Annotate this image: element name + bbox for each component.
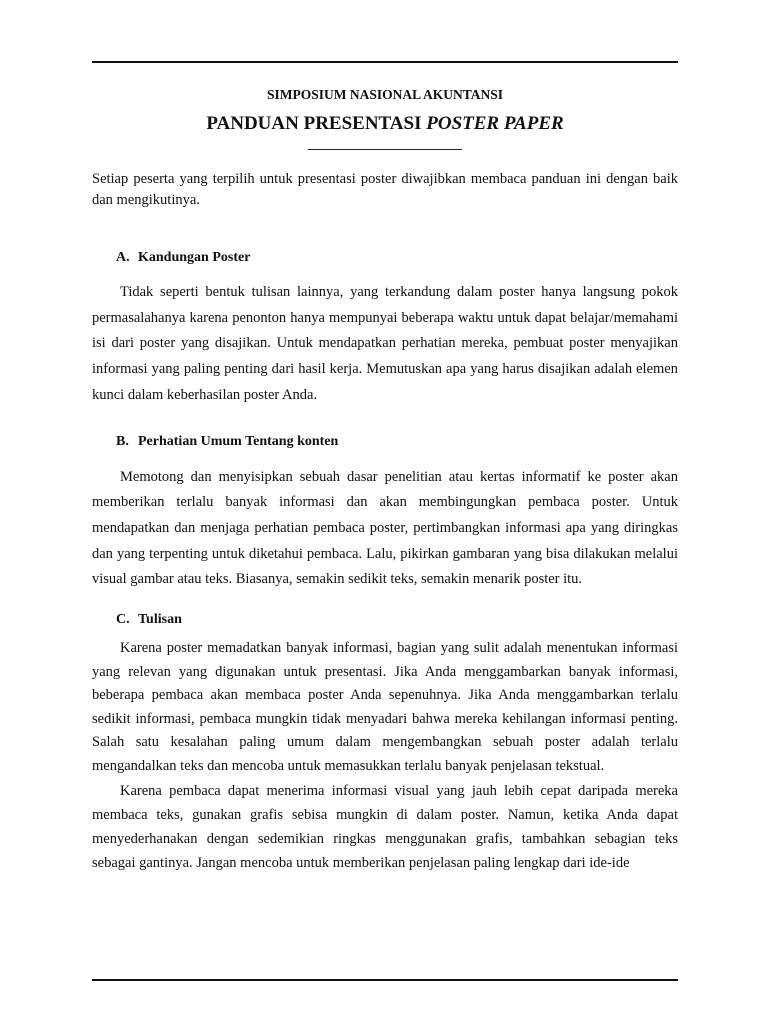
symposium-title: SIMPOSIUM NASIONAL AKUNTANSI	[266, 87, 504, 102]
section-a-letter: A.	[116, 250, 130, 265]
section-b-title: Perhatian Umum Tentang konten	[138, 433, 339, 449]
section-a-title: Kandungan Poster	[138, 250, 251, 265]
section-c-paragraph-1: Karena poster memadatkan banyak informasi, bagian yang sulit adalah menentukan informasi yang relevan yang digunakan untuk presentasi. Jika Anda menggambarkan banyak informasi, beberapa pembaca akan membaca poster Anda sepenuhnya. Jika Anda menggambarkan terlalu sedikit informasi, pembaca mungkin tidak menyadari bahwa mereka kehilangan informasi penting. Salah satu kesalahan paling umum dalam mengembangkan sebuah poster adalah terlalu mengandalkan teks dan mencoba untuk memasukkan terlalu banyak penjelasan tekstual.	[92, 640, 678, 774]
top-rule	[92, 61, 678, 63]
section-c-letter: C.	[116, 612, 130, 628]
section-a-heading	[92, 248, 678, 268]
document-page	[92, 86, 678, 875]
intro-paragraph: Setiap peserta yang terpilih untuk presentasi poster diwajibkan membaca panduan ini dengan baik dan mengikutinya.	[92, 171, 678, 208]
page-title-emphasis: POSTER PAPER	[426, 113, 564, 134]
title-underline	[308, 149, 462, 150]
bottom-rule	[92, 979, 678, 981]
page-title	[92, 112, 678, 136]
section-c-heading	[92, 610, 678, 630]
section-b-paragraph: Memotong dan menyisipkan sebuah dasar penelitian atau kertas informatif ke poster akan memberikan terlalu banyak informasi dan akan membingungkan pembaca poster. Untuk mendapatkan dan menjaga perhatian pembaca poster, pertimbangkan informasi apa yang diringkas dan yang terpenting untuk diketahui pembaca. Lalu, pikirkan gambaran yang bisa dilakukan melalui visual gambar atau teks. Biasanya, semakin sedikit teks, semakin menarik poster itu.	[92, 468, 678, 588]
section-b-heading	[92, 432, 678, 452]
page-title-main: PANDUAN PRESENTASI	[206, 113, 427, 134]
section-b-letter: B.	[116, 433, 129, 449]
section-c-title: Tulisan	[138, 612, 182, 628]
section-c-paragraph-2: Karena pembaca dapat menerima informasi visual yang jauh lebih cepat daripada mereka membaca teks, gunakan grafis sebisa mungkin di dalam poster. Namun, ketika Anda dapat menyederhanakan dengan sedemikian ringkas menggunakan grafis, tambahkan sebagian teks sebagai gantinya. Jangan mencoba untuk memberikan penjelasan paling lengkap dari ide-ide	[92, 782, 678, 872]
section-a-paragraph: Tidak seperti bentuk tulisan lainnya, yang terkandung dalam poster hanya langsung pokok permasalahanya karena penonton hanya mempunyai beberapa waktu untuk dapat belajar/memahami isi dari poster yang disajikan. Untuk mendapatkan perhatian mereka, pembuat poster menyajikan informasi yang paling penting dari hasil kerja. Memutuskan apa yang harus disajikan adalah elemen kunci dalam keberhasilan poster Anda.	[92, 284, 678, 403]
